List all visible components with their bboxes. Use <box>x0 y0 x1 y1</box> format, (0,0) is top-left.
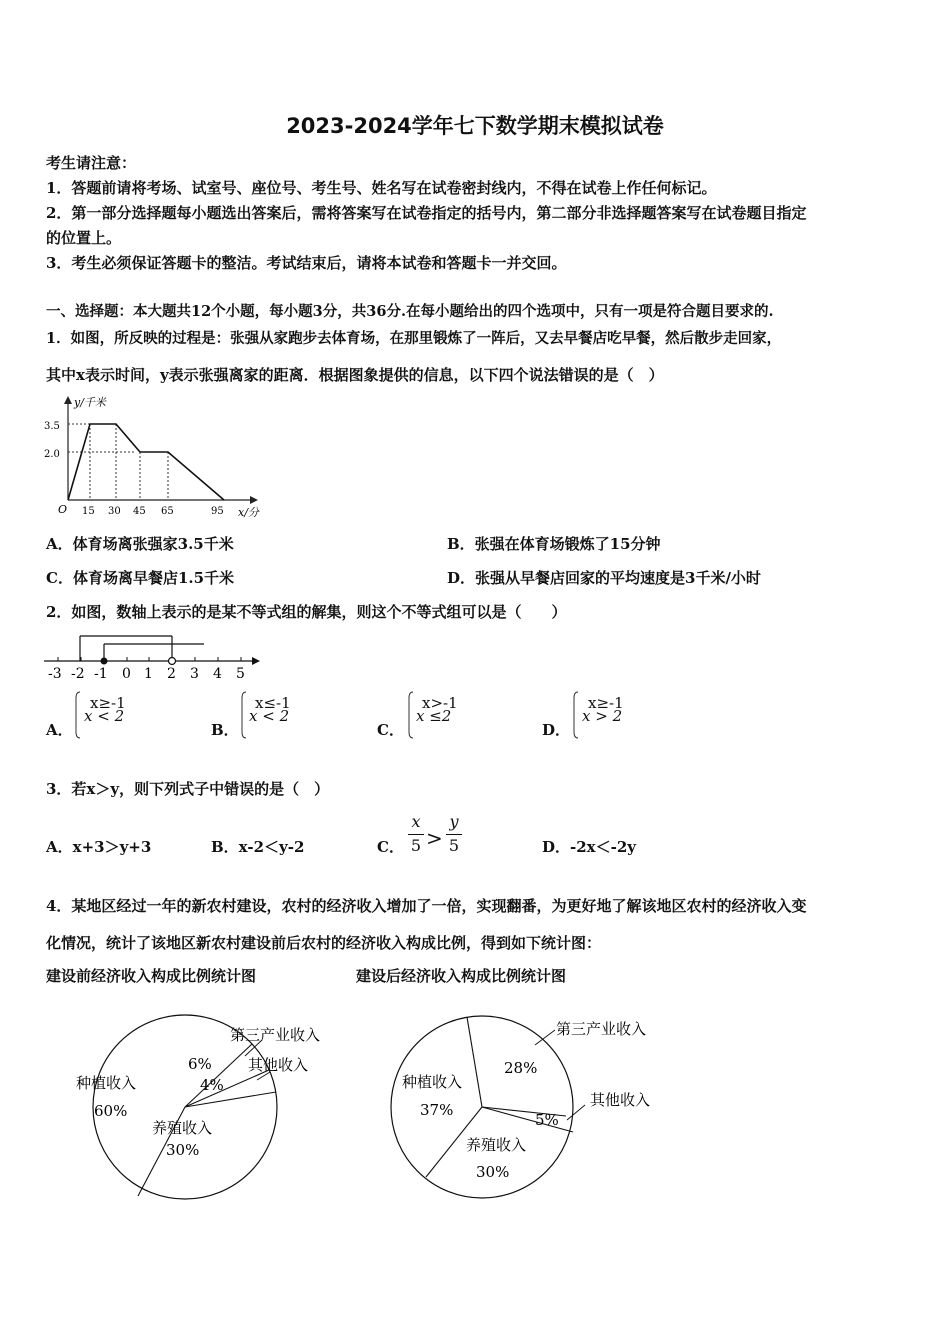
axis-label: 2 <box>167 666 176 682</box>
pie-label: 种植收入 <box>402 1073 463 1091</box>
q1-stem-line1: 1．如图，所反映的过程是：张强从家跑步去体育场，在那里锻炼了一阵后，又去早餐店吃早餐，然后散步走回家， <box>46 330 782 347</box>
graph-ylabel: y/千米 <box>74 396 106 409</box>
graph-ytick: 3.5 <box>44 421 60 432</box>
pie-value: 28% <box>504 1059 538 1077</box>
axis-label: 3 <box>190 666 199 682</box>
pie-value: 30% <box>476 1163 510 1181</box>
pie-value: 60% <box>94 1102 128 1120</box>
q3-option-d[interactable]: D．-2x＜-2y <box>542 838 636 856</box>
section-heading: 一、选择题：本大题共12个小题，每小题3分，共36分.在每小题给出的四个选项中，只有一项是符合题目要求的. <box>46 303 774 320</box>
pie-chart-before <box>40 1000 360 1210</box>
pie-value: 4% <box>200 1076 224 1094</box>
axis-label: 5 <box>236 666 245 682</box>
axis-label: -1 <box>94 666 108 682</box>
pie-value: 37% <box>420 1101 454 1119</box>
q2-d-bottom: x > 2 <box>582 707 623 725</box>
q3-option-b[interactable]: B．x-2＜y-2 <box>211 838 305 856</box>
graph-xlabel: x/分 <box>238 506 259 519</box>
q2-a-bottom: x < 2 <box>84 707 125 725</box>
chart-title-after: 建设后经济收入构成比例统计图 <box>356 967 567 985</box>
q3-option-c[interactable] <box>377 836 404 857</box>
pie-slice-edge <box>185 1070 269 1107</box>
q2-b-top: x≤-1 <box>255 694 291 712</box>
pie-label: 养殖收入 <box>152 1119 213 1137</box>
graph-xtick: 30 <box>108 506 121 517</box>
axis-label: 4 <box>213 666 222 682</box>
greater-than: > <box>426 826 443 850</box>
notice-item: 3．考生必须保证答题卡的整洁。考试结束后，请将本试卷和答题卡一并交回。 <box>46 254 567 272</box>
q2-option-a[interactable] <box>46 719 73 740</box>
q2-option-letter: A． <box>46 721 73 739</box>
fraction-denominator: 5 <box>410 836 422 855</box>
axis-label: -2 <box>71 666 85 682</box>
pie-label: 其他收入 <box>248 1056 309 1074</box>
brace-icon <box>407 690 415 740</box>
q2-option-letter: C． <box>377 721 404 739</box>
q4-stem-line2: 化情况，统计了该地区新农村建设前后农村的经济收入构成比例，得到如下统计图： <box>46 934 602 952</box>
fraction-numerator: y <box>449 812 459 831</box>
graph-xtick: 65 <box>161 506 174 517</box>
chart-title-before: 建设前经济收入构成比例统计图 <box>46 967 257 985</box>
pie-value: 5% <box>535 1111 559 1129</box>
graph-xtick: 95 <box>211 506 224 517</box>
pie-label: 第三产业收入 <box>556 1020 647 1038</box>
brace-icon <box>74 690 82 740</box>
q2-option-letter: D． <box>542 721 571 739</box>
q2-d-top: x≥-1 <box>588 694 624 712</box>
pie-label: 其他收入 <box>590 1091 651 1109</box>
fraction-denominator: 5 <box>448 836 460 855</box>
q2-option-c[interactable] <box>377 719 404 740</box>
notice-heading: 考生请注意： <box>46 154 137 172</box>
q4-stem-line1: 4．某地区经过一年的新农村建设，农村的经济收入增加了一倍，实现翻番，为更好地了解该地区农村的经济收入变 <box>46 897 807 915</box>
q3-option-a[interactable]: A．x+3＞y+3 <box>46 838 152 856</box>
graph-xtick: 15 <box>82 506 95 517</box>
notice-item: 的位置上。 <box>46 229 122 247</box>
q1-stem-line2: 其中x表示时间，y表示张强离家的距离．根据图象提供的信息，以下四个说法错误的是（ ） <box>46 366 664 384</box>
closed-point <box>101 658 108 665</box>
notice-item: 2．第一部分选择题每小题选出答案后，需将答案写在试卷指定的括号内，第二部分非选择题答案写在试卷题目指定 <box>46 204 807 222</box>
page-title: 2023-2024学年七下数学期末模拟试卷 <box>286 114 664 138</box>
q2-c-top: x>-1 <box>422 694 458 712</box>
graph-line <box>68 424 224 500</box>
axis-label: -3 <box>48 666 62 682</box>
q2-stem: 2．如图，数轴上表示的是某不等式组的解集，则这个不等式组可以是（ ） <box>46 603 567 621</box>
pie-slice-edge <box>467 1017 482 1107</box>
pie-slice-edge <box>482 1107 573 1132</box>
notice-item: 1．答题前请将考场、试室号、座位号、考生号、姓名写在试卷密封线内，不得在试卷上作任何标记。 <box>46 179 717 197</box>
q2-b-bottom: x < 2 <box>249 707 290 725</box>
graph-ytick: 2.0 <box>44 449 60 460</box>
q1-option-c[interactable]: C．体育场离早餐店1.5千米 <box>46 569 235 587</box>
pie-label: 第三产业收入 <box>230 1026 321 1044</box>
pie-chart-after <box>380 1000 700 1210</box>
q3-stem: 3．若x＞y，则下列式子中错误的是（ ） <box>46 780 330 798</box>
q1-option-d[interactable]: D．张强从早餐店回家的平均速度是3千米/小时 <box>447 569 761 587</box>
q2-a-top: x≥-1 <box>90 694 126 712</box>
brace-icon <box>572 690 580 740</box>
pie-value: 6% <box>188 1055 212 1073</box>
axis-label: 1 <box>144 666 153 682</box>
brace-icon <box>240 690 248 740</box>
fraction-numerator: x <box>411 812 421 831</box>
q2-option-letter: B． <box>211 721 239 739</box>
q1-option-a[interactable]: A．体育场离张强家3.5千米 <box>46 535 234 553</box>
q2-option-d[interactable] <box>542 719 570 740</box>
pie-label: 种植收入 <box>76 1074 137 1092</box>
fraction-bar <box>408 834 424 835</box>
pie-value: 30% <box>166 1141 200 1159</box>
open-point <box>169 658 176 665</box>
axis-label: 0 <box>122 666 131 682</box>
q2-option-b[interactable] <box>211 719 239 740</box>
q1-option-b[interactable]: B．张强在体育场锻炼了15分钟 <box>447 535 661 553</box>
graph-origin: O <box>58 503 68 516</box>
q3-option-letter: C． <box>377 838 404 856</box>
graph-xtick: 45 <box>133 506 146 517</box>
q2-c-bottom: x ≤2 <box>416 707 452 725</box>
q2-number-line <box>40 626 270 682</box>
fraction-bar <box>446 834 462 835</box>
pie-label: 养殖收入 <box>466 1136 527 1154</box>
q1-distance-time-graph <box>40 392 280 522</box>
